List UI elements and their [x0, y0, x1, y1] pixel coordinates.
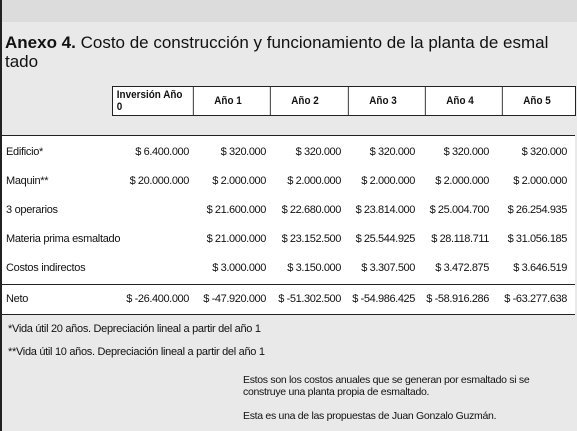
total-y1: $ -47.920.000 [203, 293, 266, 305]
cell-y1: $ 21.600.000 [206, 204, 266, 216]
header-year-0: Inversión Año 0 [116, 89, 183, 113]
table-row [2, 139, 575, 165]
table-header [112, 86, 576, 116]
header-year-1: Año 1 [193, 87, 262, 115]
cell-y2: $ 23.152.500 [281, 233, 341, 245]
cost-table [2, 135, 575, 315]
cell-y5: $ 2.000.000 [513, 175, 567, 187]
footnote-machinery: **Vida útil 10 años. Depreciación lineal a partir del año 1 [8, 346, 265, 358]
cell-y2: $ 22.680.000 [281, 204, 341, 216]
cell-y1: $ 2.000.000 [212, 175, 266, 187]
table-row [2, 168, 575, 194]
row-label-total: Neto [6, 293, 29, 305]
total-y5: $ -63.277.638 [504, 293, 567, 305]
cell-y5: $ 320.000 [521, 146, 567, 158]
annex-title [5, 33, 575, 71]
cell-y5: $ 26.254.935 [507, 204, 567, 216]
table-row [2, 255, 575, 281]
cell-y5: $ 3.646.519 [513, 262, 567, 274]
cell-y3: $ 25.544.925 [355, 233, 415, 245]
row-label: Maquin** [6, 175, 49, 187]
cell-y2: $ 320.000 [295, 146, 341, 158]
cell-y5: $ 31.056.185 [507, 233, 567, 245]
cell-y4: $ 3.472.875 [435, 262, 489, 274]
cell-y4: $ 28.118.711 [431, 233, 489, 245]
footer-note-2: Esta es una de las propuestas de Juan Gonzalo Guzmán. [243, 410, 497, 422]
total-y2: $ -51.302.500 [278, 293, 341, 305]
total-y4: $ -58.916.286 [426, 293, 489, 305]
annex-title-bold: Anexo 4. [5, 33, 76, 52]
annex-title-text: Costo de construcción y funcionamiento de la planta de esmal [75, 33, 549, 52]
header-year-4: Año 4 [425, 87, 494, 115]
row-label: 3 operarios [6, 204, 58, 216]
cell-y3: $ 2.000.000 [361, 175, 415, 187]
cell-y1: $ 320.000 [220, 146, 266, 158]
table-row-total [2, 286, 575, 312]
footer-note-1: Estos son los costos anuales que se generan por esmaltado si se construye una planta propia de esmaltado. [243, 374, 530, 398]
footnote-building: *Vida útil 20 años. Depreciación lineal a partir del año 1 [8, 323, 261, 335]
cell-y3: $ 23.814.000 [355, 204, 415, 216]
cell-y0: $ 6.400.000 [135, 146, 189, 158]
cell-y3: $ 320.000 [369, 146, 415, 158]
cell-y2: $ 3.150.000 [287, 262, 341, 274]
cell-y4: $ 320.000 [443, 146, 489, 158]
row-label: Edificio* [6, 146, 44, 158]
total-y0: $ -26.400.000 [126, 293, 189, 305]
annex-title-text-2: tado [5, 52, 39, 71]
header-year-3: Año 3 [347, 87, 416, 115]
cell-y3: $ 3.307.500 [361, 262, 415, 274]
cell-y1: $ 3.000.000 [212, 262, 266, 274]
cell-y4: $ 25.004.700 [429, 204, 489, 216]
total-y3: $ -54.986.425 [352, 293, 415, 305]
cell-y4: $ 2.000.000 [435, 175, 489, 187]
table-row [2, 226, 575, 252]
row-label: Costos indirectos [6, 262, 86, 274]
cell-y1: $ 21.000.000 [206, 233, 266, 245]
cell-y2: $ 2.000.000 [287, 175, 341, 187]
table-row [2, 197, 575, 223]
header-year-5: Año 5 [502, 87, 571, 115]
cell-y0: $ 20.000.000 [129, 175, 189, 187]
top-strip [0, 0, 577, 22]
total-divider [2, 284, 575, 285]
header-year-2: Año 2 [270, 87, 339, 115]
row-label: Materia prima esmaltado [6, 233, 121, 245]
